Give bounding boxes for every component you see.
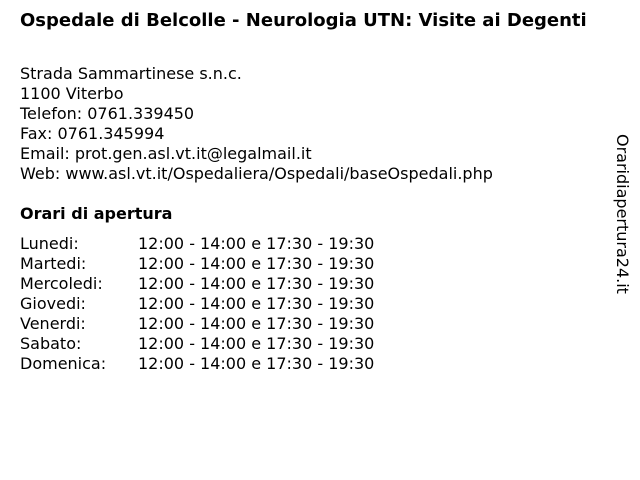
hours-day: Giovedi: — [20, 294, 86, 313]
address-street: Strada Sammartinese s.n.c. — [20, 64, 242, 83]
hours-row — [20, 234, 374, 254]
hours-row — [20, 314, 374, 334]
hours-row — [20, 334, 374, 354]
hours-row — [20, 274, 374, 294]
address-block — [20, 64, 600, 184]
hours-day: Martedi: — [20, 254, 87, 273]
address-fax: Fax: 0761.345994 — [20, 124, 165, 143]
page-title: Ospedale di Belcolle - Neurologia UTN: Visite ai Degenti — [20, 10, 587, 31]
hours-heading: Orari di apertura — [20, 204, 173, 223]
hours-time: 12:00 - 14:00 e 17:30 - 19:30 — [138, 354, 375, 373]
brand-watermark: Oraridiapertura24.it — [613, 134, 632, 294]
opening-hours-table — [20, 234, 374, 374]
hours-day: Sabato: — [20, 334, 82, 353]
address-email: Email: prot.gen.asl.vt.it@legalmail.it — [20, 144, 312, 163]
hours-day: Domenica: — [20, 354, 107, 373]
hours-time: 12:00 - 14:00 e 17:30 - 19:30 — [138, 254, 375, 273]
address-web: Web: www.asl.vt.it/Ospedaliera/Ospedali/baseOspedali.php — [20, 164, 493, 183]
address-phone: Telefon: 0761.339450 — [20, 104, 195, 123]
hours-day: Mercoledi: — [20, 274, 103, 293]
hours-row — [20, 294, 374, 314]
hours-time: 12:00 - 14:00 e 17:30 - 19:30 — [138, 294, 375, 313]
hours-time: 12:00 - 14:00 e 17:30 - 19:30 — [138, 234, 375, 253]
hours-day: Lunedi: — [20, 234, 79, 253]
hours-day: Venerdi: — [20, 314, 86, 333]
hours-row — [20, 254, 374, 274]
hours-time: 12:00 - 14:00 e 17:30 - 19:30 — [138, 314, 375, 333]
hours-time: 12:00 - 14:00 e 17:30 - 19:30 — [138, 334, 375, 353]
hours-time: 12:00 - 14:00 e 17:30 - 19:30 — [138, 274, 375, 293]
address-city: 1100 Viterbo — [20, 84, 124, 103]
hours-row — [20, 354, 374, 374]
